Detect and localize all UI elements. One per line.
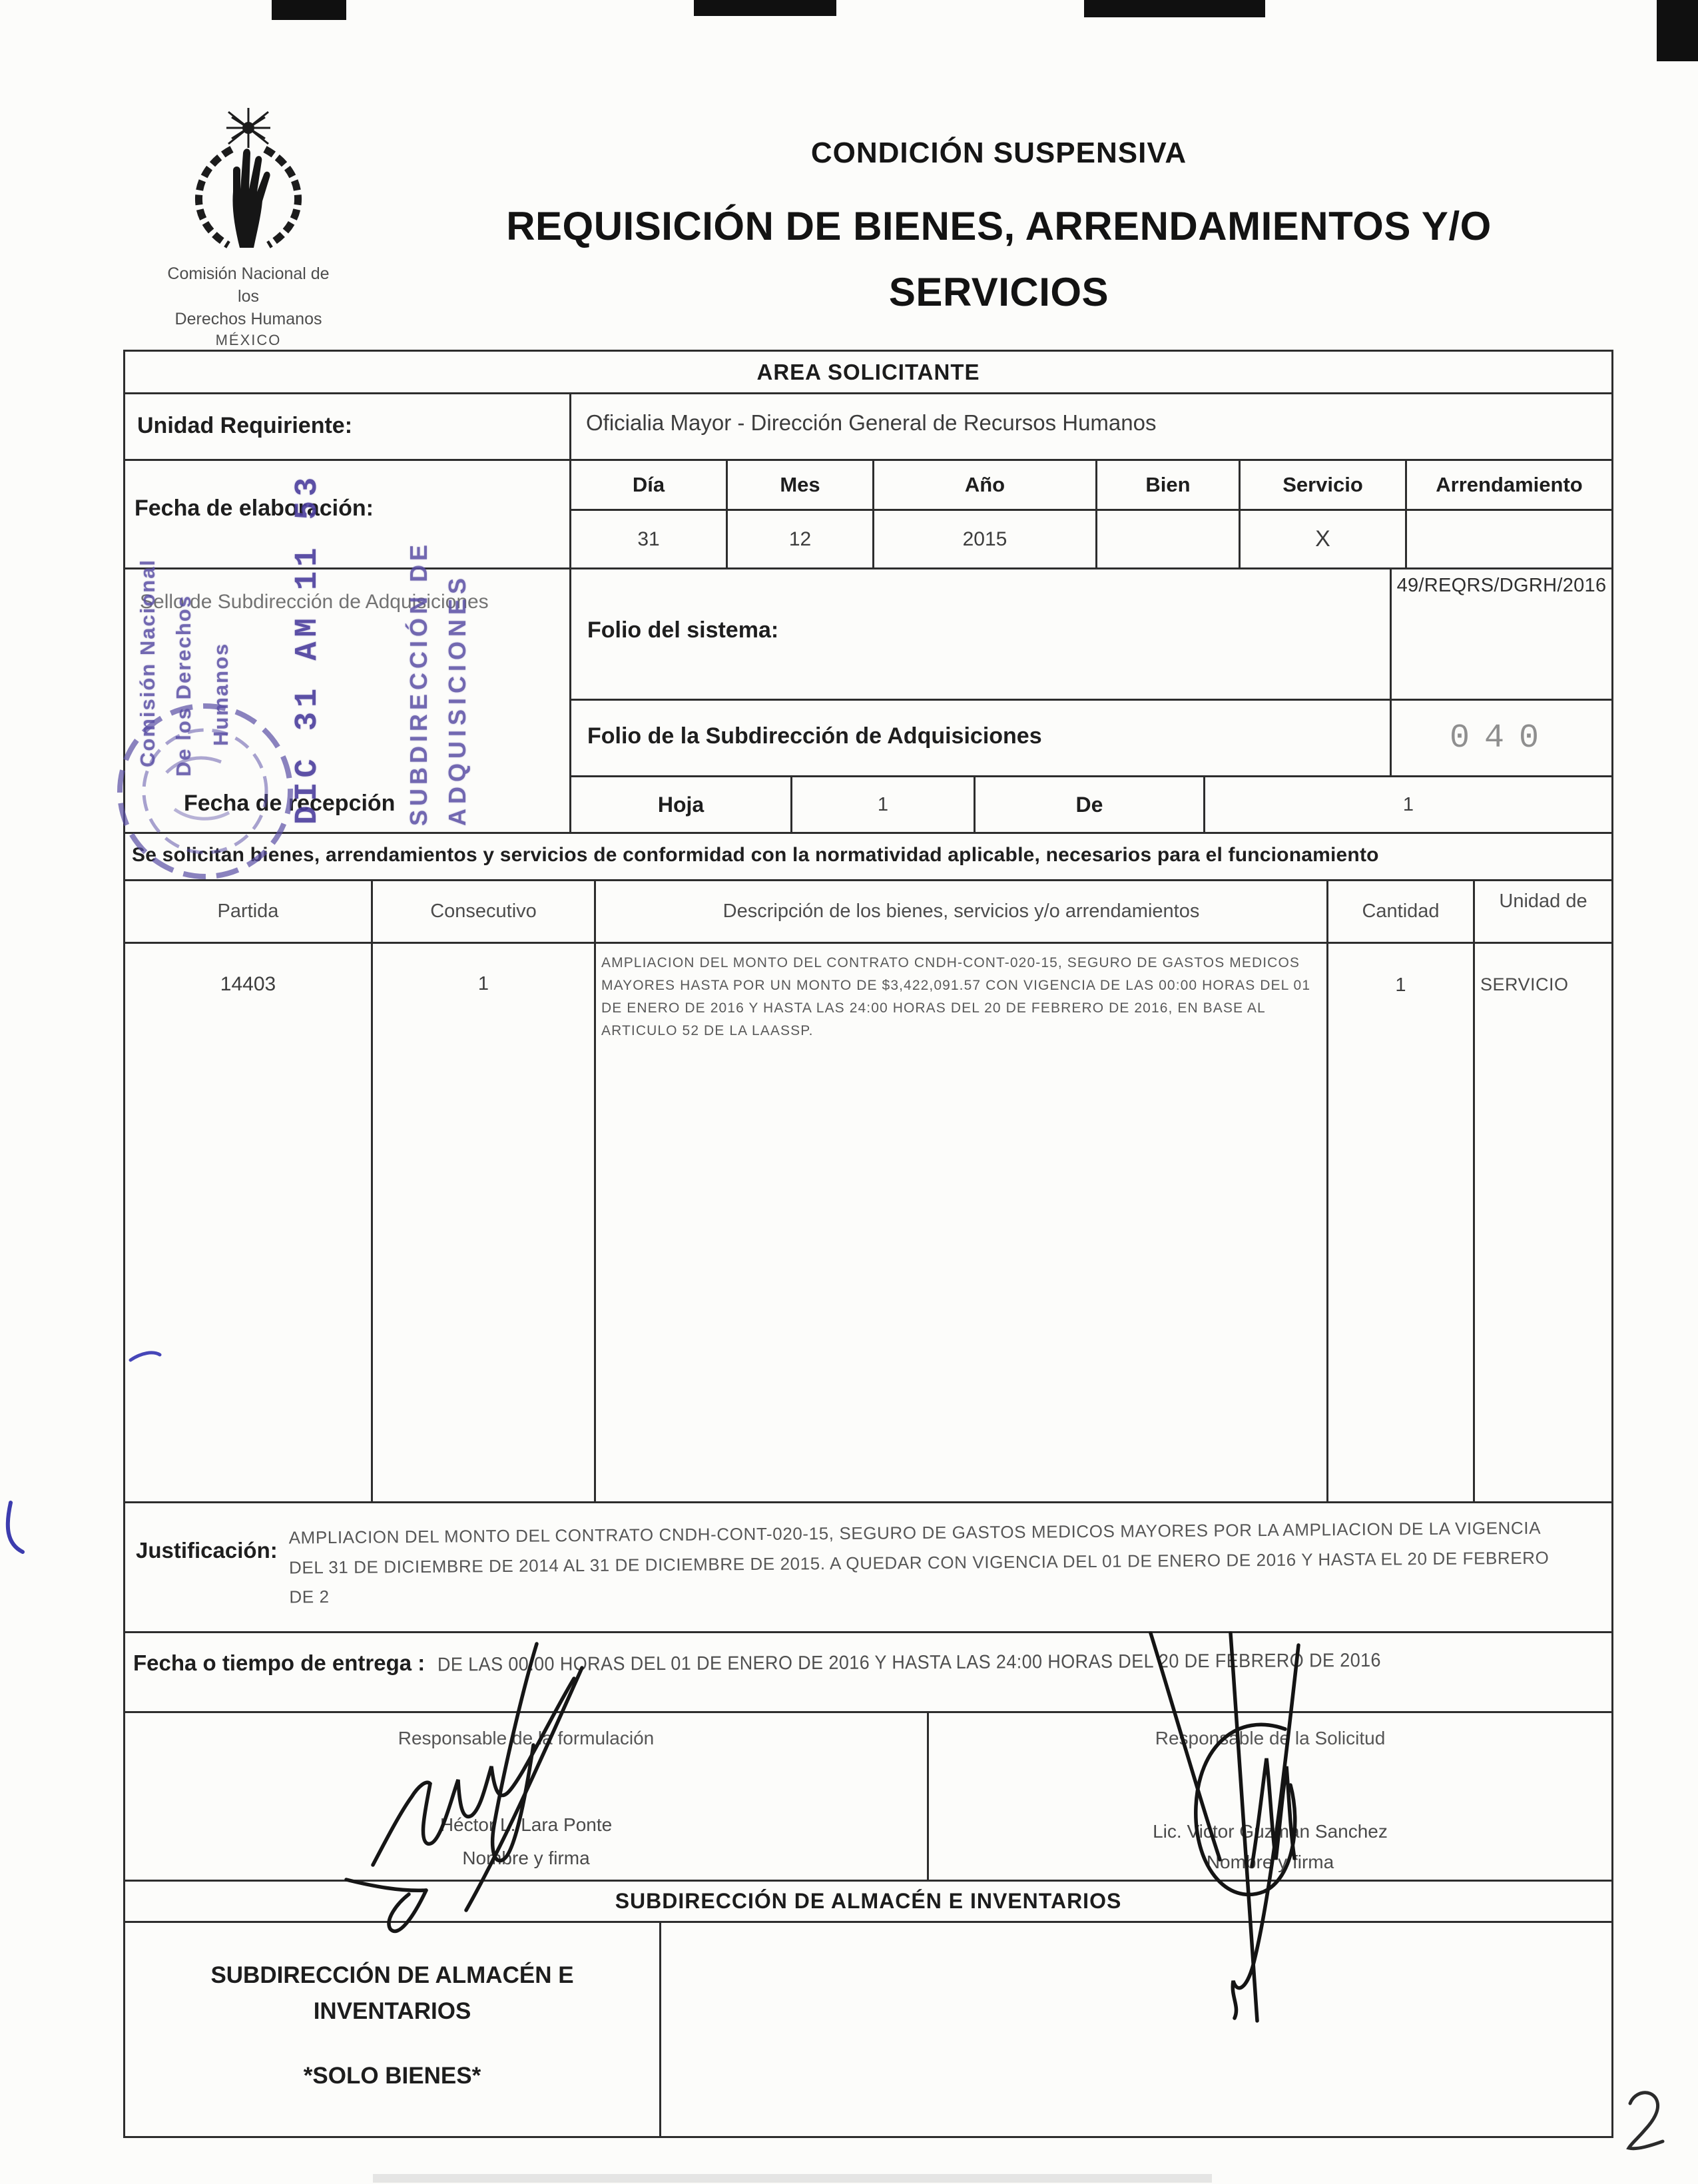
- scan-artifact: [1657, 0, 1698, 61]
- responsable-solicitud-title: Responsable de la Solicitud: [1155, 1728, 1386, 1748]
- logo-org-line1: Comisión Nacional de los: [167, 264, 330, 306]
- item-unidad-value: SERVICIO: [1480, 974, 1569, 994]
- items-cell-consecutivo: [371, 942, 596, 1503]
- items-cell-partida: [123, 942, 373, 1503]
- almacen-box-right-empty: [659, 1921, 1613, 2138]
- document-title-line1: REQUISICIÓN DE BIENES, ARRENDAMIENTOS Y/O: [506, 204, 1492, 248]
- items-header-consecutivo: Consecutivo: [371, 879, 596, 944]
- col-header-mes: Mes: [726, 459, 874, 511]
- stamp-org-line3: Humanos: [209, 642, 232, 746]
- hoja-label-cell: Hoja: [569, 775, 792, 834]
- folio-subdireccion-label: Folio de la Subdirección de Adquisiciones: [587, 723, 1042, 749]
- fecha-elaboracion-label: Fecha de elaboración:: [135, 496, 374, 521]
- entrega-value: DE LAS 00:00 HORAS DEL 01 DE ENERO DE 2016 Y HASTA LAS 24:00 HORAS DEL 20 DE FEBRERO DE 2016: [437, 1649, 1381, 1676]
- stamp-dept-line1: SUBDIRECCIÓN DE: [405, 540, 432, 826]
- de-value-cell: 1: [1203, 775, 1613, 834]
- items-header-unidad: [1473, 879, 1613, 944]
- responsable-formulacion-caption: Nombre y firma: [462, 1848, 590, 1868]
- folio-subdireccion-label-cell: [569, 699, 1392, 777]
- value-ano: 2015: [872, 509, 1097, 569]
- item-partida-value: 14403: [220, 973, 276, 995]
- almacen-box-line3: *SOLO BIENES*: [303, 2062, 481, 2089]
- stamp-dept-line2: ADQUISICIONES: [443, 573, 471, 826]
- items-cell-cantidad: [1326, 942, 1475, 1503]
- col-header-arrendamiento: Arrendamiento: [1405, 459, 1613, 511]
- scan-artifact: [1084, 0, 1265, 17]
- value-arrendamiento: [1405, 509, 1613, 569]
- logo-org-line2: Derechos Humanos: [174, 309, 322, 328]
- document-title: [360, 193, 1638, 325]
- unidad-requiriente-value: Oficialia Mayor - Dirección General de Recursos Humanos: [586, 410, 1157, 435]
- almacen-box-line2: INVENTARIOS: [313, 1998, 471, 2025]
- folio-subdireccion-stamped-number: 040: [1449, 719, 1554, 757]
- entrega-label: Fecha o tiempo de entrega :: [133, 1650, 425, 1675]
- justificacion-cell: [123, 1501, 1613, 1633]
- value-bien: [1095, 509, 1241, 569]
- folio-sistema-value: 49/REQRS/DGRH/2016: [1396, 575, 1607, 596]
- item-consecutivo-value: 1: [477, 973, 489, 994]
- responsable-formulacion-title: Responsable de la formulación: [398, 1728, 655, 1748]
- de-label-cell: De: [974, 775, 1205, 834]
- almacen-band: SUBDIRECCIÓN DE ALMACÉN E INVENTARIOS: [123, 1880, 1613, 1923]
- responsable-solicitud-name: Lic. Victor Guzman Sanchez: [1153, 1821, 1388, 1842]
- items-header-unidad-text: Unidad de: [1499, 891, 1587, 912]
- entrega-cell: [123, 1631, 1613, 1713]
- pen-mark-left-margin: [8, 1503, 23, 1552]
- folio-sistema-label-cell: [569, 567, 1392, 701]
- items-header-partida: Partida: [123, 879, 373, 944]
- stamp-date-text: DIC 31 AM 11 53: [290, 472, 326, 825]
- items-cell-descripcion: [594, 942, 1328, 1503]
- items-header-descripcion: Descripción de los bienes, servicios y/o arrendamientos: [594, 879, 1328, 944]
- value-dia: 31: [569, 509, 728, 569]
- col-header-dia: Día: [569, 459, 728, 511]
- unidad-requiriente-value-cell: [569, 392, 1613, 461]
- item-descripcion-text: AMPLIACION DEL MONTO DEL CONTRATO CNDH-CONT-020-15, SEGURO DE GASTOS MEDICOS MAYORES HASTA POR UN MONTO DE $3,422,091.57 CON VIGENCIA DE LAS 00:00 HORAS DEL 01 DE ENERO DE 2016 Y HASTA LAS 24:00 HORAS DEL 20 DE FEBRERO DE 2016, EN BASE AL ARTICULO 52 DE LA LAASSP.: [601, 955, 1311, 1039]
- handwritten-page-number: [1629, 2093, 1663, 2149]
- stamp-org-line2: De los Derechos: [172, 595, 195, 777]
- item-cantidad-value: 1: [1395, 974, 1406, 996]
- almacen-box-left: [123, 1921, 661, 2138]
- scan-artifact: [694, 0, 836, 16]
- value-mes: 12: [726, 509, 874, 569]
- responsable-solicitud-caption: Nombre y firma: [1206, 1852, 1334, 1872]
- stamp-org-line1: Comisión Nacional: [136, 558, 159, 767]
- hoja-value-cell: 1: [790, 775, 976, 834]
- fecha-recepcion-label: Fecha de recepción: [184, 791, 396, 816]
- responsable-formulacion-name: Héctor L. Lara Ponte: [439, 1814, 613, 1835]
- folio-subdireccion-value-cell: [1390, 699, 1613, 777]
- area-solicitante-band: AREA SOLICITANTE: [123, 350, 1613, 394]
- items-cell-unidad: [1473, 942, 1613, 1503]
- items-header-cantidad: Cantidad: [1326, 879, 1475, 944]
- request-note-text: Se solicitan bienes, arrendamientos y servicios de conformidad con la normatividad aplicable, necesarios para el funcionamiento: [132, 844, 1379, 866]
- cndh-emblem-icon: [165, 107, 332, 260]
- document-title-line2: SERVICIOS: [888, 270, 1109, 314]
- almacen-box-line1: SUBDIRECCIÓN DE ALMACÉN E: [210, 1962, 574, 1988]
- col-header-bien: Bien: [1095, 459, 1241, 511]
- justificacion-label: Justificación:: [136, 1538, 278, 1563]
- request-note-band: [123, 832, 1613, 881]
- col-header-servicio: Servicio: [1239, 459, 1407, 511]
- signature-cell-solicitud: [927, 1711, 1613, 1882]
- justificacion-text: AMPLIACION DEL MONTO DEL CONTRATO CNDH-CONT-020-15, SEGURO DE GASTOS MEDICOS MAYORES POR LA AMPLIACION DE LA VIGENCIA DEL 31 DE DICIEMBRE DE 2014 AL 31 DE DICIEMBRE DE 2015. A QUEDAR CON VIGENCIA DEL 01 DE ENERO DE 2016 Y HASTA EL 20 DE FEBRERO DE 2: [288, 1517, 1550, 1607]
- col-header-ano: Año: [872, 459, 1097, 511]
- scan-artifact: [373, 2174, 1212, 2183]
- unidad-requiriente-label-cell: [123, 392, 571, 461]
- cndh-logo: [165, 107, 332, 350]
- folio-sistema-label: Folio del sistema:: [587, 617, 779, 643]
- condicion-suspensiva-title: CONDICIÓN SUSPENSIVA: [810, 137, 1187, 169]
- signature-cell-formulacion: [123, 1711, 929, 1882]
- logo-org-name: [165, 263, 332, 350]
- folio-sistema-value-cell: [1390, 567, 1613, 701]
- logo-org-line3: MÉXICO: [215, 332, 282, 349]
- fecha-elaboracion-cell: [123, 459, 571, 569]
- unidad-requiriente-label: Unidad Requiriente:: [137, 413, 353, 438]
- sello-subdireccion-label: Sello de Subdirección de Adquisiciones: [140, 591, 489, 613]
- value-servicio-x: X: [1239, 509, 1407, 569]
- scan-artifact: [272, 0, 346, 20]
